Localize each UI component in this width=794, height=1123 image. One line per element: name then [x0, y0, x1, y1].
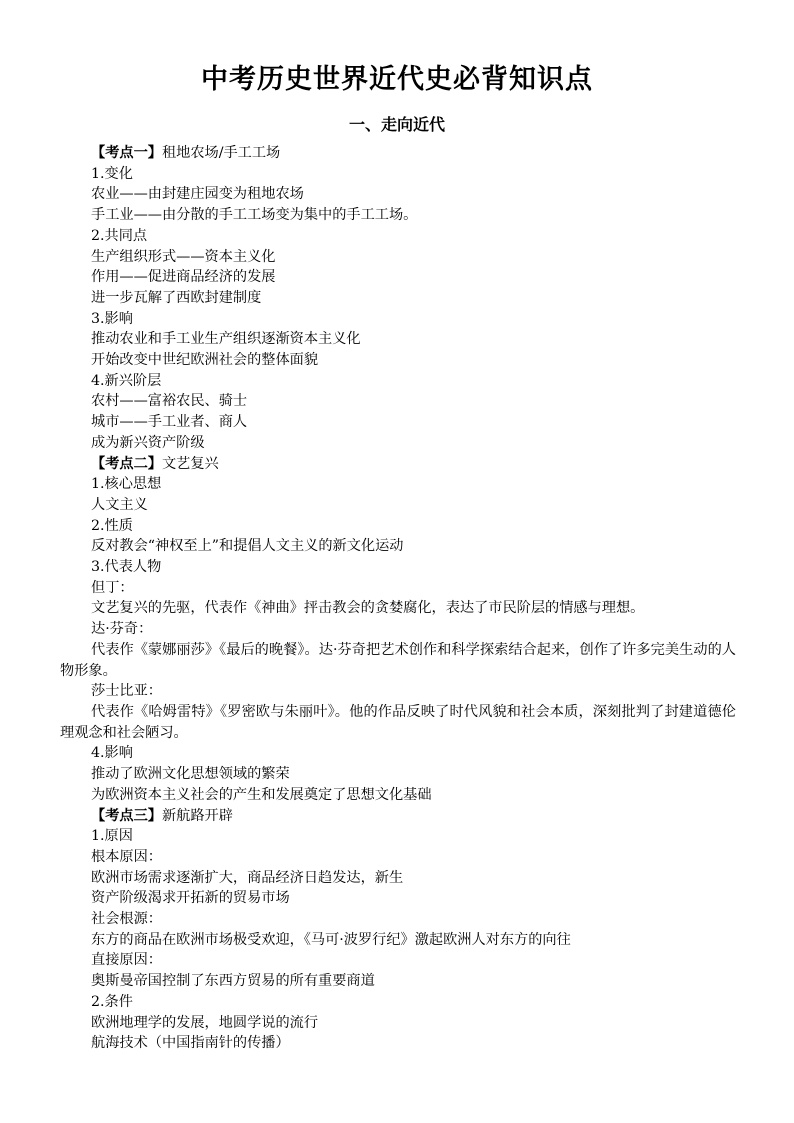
text-line: [60, 619, 736, 640]
text-content: 4.影响: [91, 745, 133, 762]
text-line: [60, 226, 736, 247]
text-content: 4.新兴阶层: [91, 372, 162, 389]
text-line: [60, 578, 736, 599]
text-content: 莎士比亚：: [91, 683, 162, 700]
text-content: 1.核心思想: [91, 476, 162, 493]
text-line: [60, 536, 736, 557]
text-line: [60, 847, 736, 868]
text-content: 代表作《蒙娜丽莎》《最后的晚餐》。达·芬奇把艺术创作和科学探索结合起来，创作了许多完美生动的人物形象。: [60, 641, 736, 679]
text-line: [60, 826, 736, 847]
text-content: 2.共同点: [91, 227, 148, 244]
text-content: 成为新兴资产阶级: [91, 434, 205, 451]
text-content: 直接原因：: [91, 952, 162, 969]
text-content: 但丁：: [91, 579, 134, 596]
text-content: 资产阶级渴求开拓新的贸易市场: [91, 890, 290, 907]
text-content: 2.条件: [91, 993, 133, 1010]
text-content: 欧洲地理学的发展，地圆学说的流行: [91, 1014, 319, 1031]
text-content: 社会根源：: [91, 911, 162, 928]
text-content: 奥斯曼帝国控制了东西方贸易的所有重要商道: [91, 973, 375, 990]
text-line: [60, 971, 736, 992]
text-content: 3.影响: [91, 310, 133, 327]
text-content: 农业——由封建庄园变为租地农场: [91, 186, 304, 203]
text-content: 进一步瓦解了西欧封建制度: [91, 289, 262, 306]
text-content: 新航路开辟: [161, 807, 233, 824]
exam-point-heading: [60, 143, 736, 164]
text-line: [60, 785, 736, 806]
text-content: 东方的商品在欧洲市场极受欢迎，《马可·波罗行纪》激起欧洲人对东方的向往: [91, 931, 571, 948]
text-content: 作用——促进商品经济的发展: [91, 269, 276, 286]
text-content: 根本原因：: [91, 848, 162, 865]
exam-point-heading: [60, 454, 736, 475]
text-content: 手工业——由分散的手工工场变为集中的手工工场。: [91, 207, 418, 224]
text-line: [60, 888, 736, 909]
text-content: 租地农场/手工工场: [161, 145, 281, 161]
text-line: [60, 1013, 736, 1034]
text-line: [60, 764, 736, 785]
text-line: [60, 309, 736, 330]
exam-point-heading: [60, 806, 736, 827]
text-line: [60, 743, 736, 764]
text-content: 文艺复兴: [161, 455, 219, 472]
text-content: 2.性质: [91, 517, 133, 534]
text-content: 欧洲市场需求逐渐扩大，商品经济日趋发达，新生: [91, 869, 404, 886]
text-line: [60, 329, 736, 350]
text-line: [60, 288, 736, 309]
text-line: [60, 391, 736, 412]
text-content: 推动农业和手工业生产组织逐渐资本主义化: [91, 331, 361, 348]
text-line: [60, 516, 736, 537]
text-content: 农村——富裕农民、骑士: [91, 393, 248, 410]
text-content: 文艺复兴的先驱，代表作《神曲》抨击教会的贪婪腐化，表达了市民阶层的情感与理想。: [91, 600, 645, 617]
text-content: 开始改变中世纪欧洲社会的整体面貌: [91, 352, 319, 369]
text-line: [60, 598, 736, 619]
text-line: [60, 371, 736, 392]
text-line: [60, 1033, 736, 1054]
exam-point-label: 【考点二】: [91, 455, 162, 472]
text-line: [60, 495, 736, 516]
text-content: 达·芬奇：: [91, 621, 153, 638]
text-line: [60, 702, 736, 743]
text-line: [60, 205, 736, 226]
text-line: [60, 412, 736, 433]
text-line: [60, 868, 736, 889]
text-line: [60, 474, 736, 495]
text-line: [60, 184, 736, 205]
text-content: 推动了欧洲文化思想领域的繁荣: [91, 766, 290, 783]
text-content: 3.代表人物: [91, 559, 162, 576]
document-title: 中考历史世界近代史必背知识点: [201, 64, 593, 95]
text-line: [60, 681, 736, 702]
text-content: 为欧洲资本主义社会的产生和发展奠定了思想文化基础: [91, 786, 432, 803]
text-line: [60, 557, 736, 578]
text-content: 航海技术（中国指南针的传播）: [91, 1035, 290, 1052]
text-content: 1.原因: [91, 828, 133, 845]
document-body: [60, 143, 736, 1054]
text-line: [60, 930, 736, 951]
text-content: 代表作《哈姆雷特》《罗密欧与朱丽叶》。他的作品反映了时代风貌和社会本质，深刻批判了封建道德伦理观念和社会陋习。: [60, 703, 736, 741]
text-content: 生产组织形式——资本主义化: [91, 248, 276, 265]
exam-point-label: 【考点三】: [91, 807, 162, 824]
text-content: 1.变化: [91, 165, 133, 182]
exam-point-label: 【考点一】: [91, 145, 162, 161]
text-line: [60, 247, 736, 268]
text-line: [60, 640, 736, 681]
text-content: 反对教会“神权至上”和提倡人文主义的新文化运动: [91, 538, 404, 555]
text-content: 城市——手工业者、商人: [91, 414, 248, 431]
text-line: [60, 950, 736, 971]
text-line: [60, 164, 736, 185]
text-line: [60, 992, 736, 1013]
text-line: [60, 433, 736, 454]
text-line: [60, 350, 736, 371]
text-line: [60, 267, 736, 288]
section-title: 一、走向近代: [348, 115, 445, 134]
text-line: [60, 909, 736, 930]
text-content: 人文主义: [91, 496, 148, 513]
